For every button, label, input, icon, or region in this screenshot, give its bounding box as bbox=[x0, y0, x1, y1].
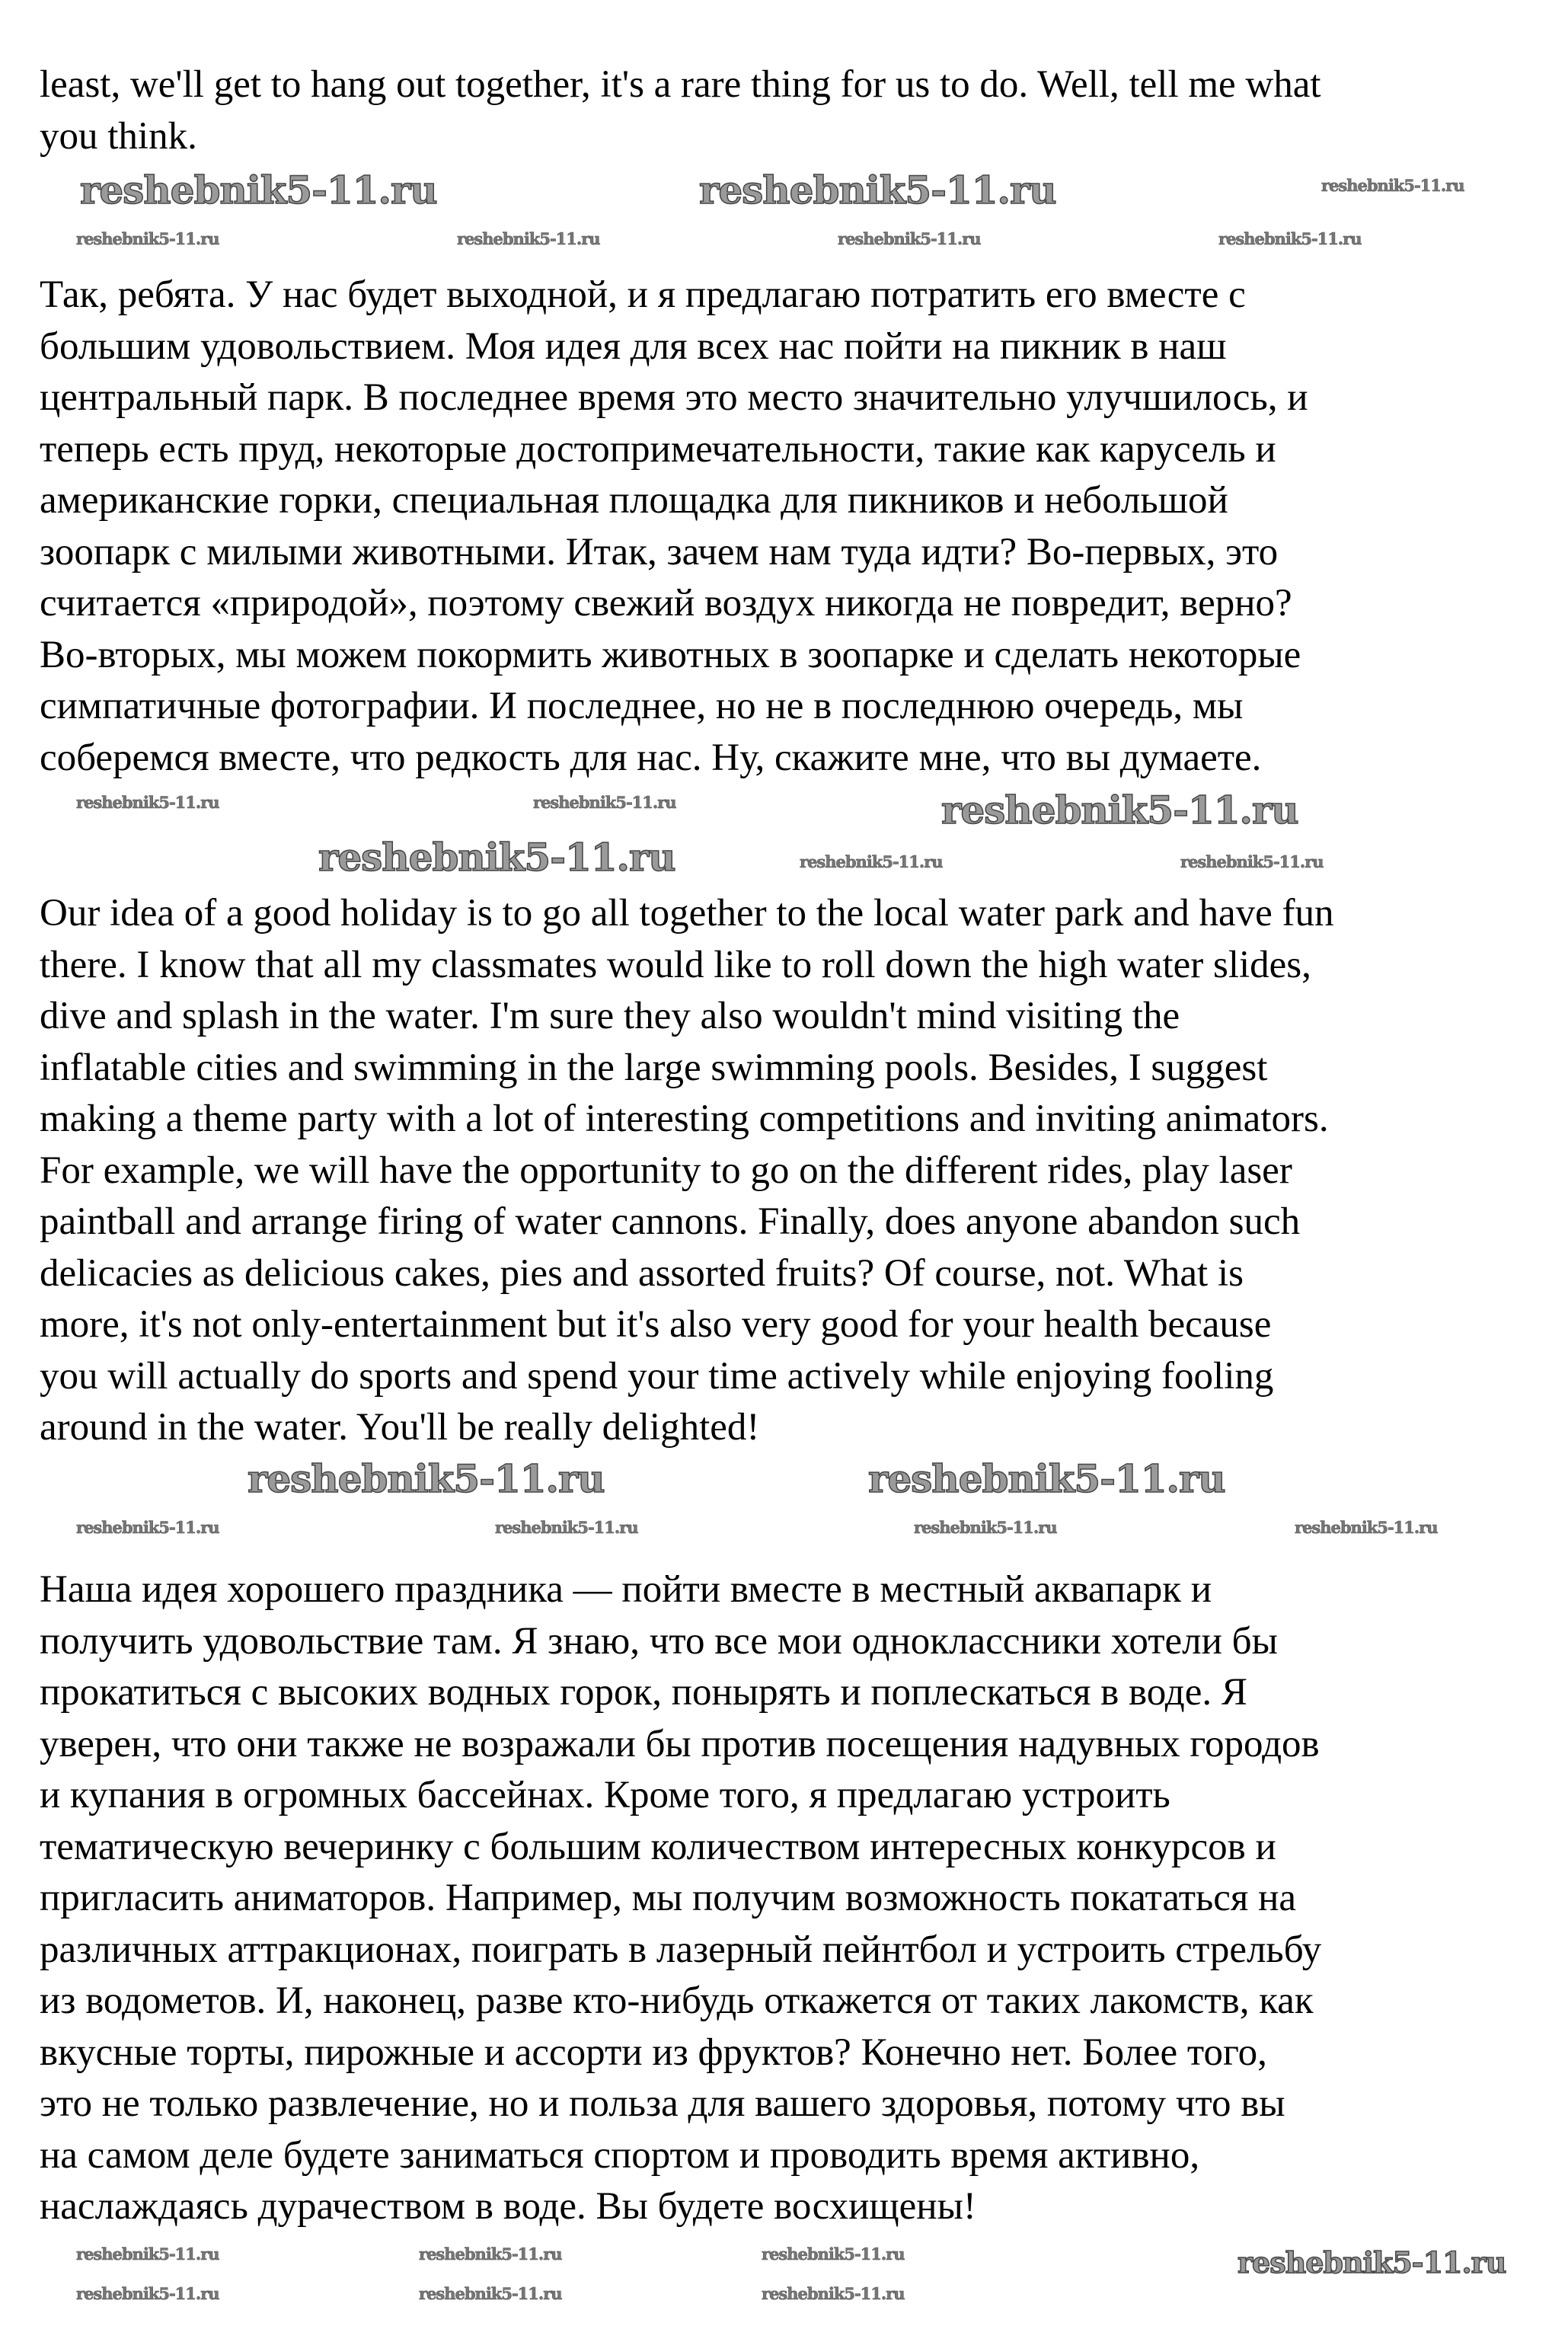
text-line: тематическую вечеринку с большим количеством интересных конкурсов и bbox=[40, 1825, 1276, 1868]
watermark: reshebnik5-11.ru bbox=[1180, 852, 1324, 871]
watermark: reshebnik5-11.ru bbox=[762, 2245, 905, 2264]
text-line: around in the water. You'll be really delighted! bbox=[40, 1406, 760, 1449]
watermark: reshebnik5-11.ru bbox=[80, 168, 437, 212]
text-line: на самом деле будете заниматься спортом и проводить время активно, bbox=[40, 2133, 1200, 2177]
text-line: прокатиться с высоких водных горок, понырять и поплескаться в воде. Я bbox=[40, 1671, 1247, 1714]
text-line: теперь есть пруд, некоторые достопримечательности, такие как карусель и bbox=[40, 427, 1276, 471]
text-line: Так, ребята. У нас будет выходной, и я предлагаю потратить его вместе с bbox=[40, 273, 1246, 316]
text-line: центральный парк. В последнее время это место значительно улучшилось, и bbox=[40, 376, 1308, 419]
watermark: reshebnik5-11.ru bbox=[838, 229, 981, 248]
watermark: reshebnik5-11.ru bbox=[76, 793, 219, 812]
text-line: more, it's not only-entertainment but it's also very good for your health because bbox=[40, 1303, 1272, 1346]
text-line: you think. bbox=[40, 114, 197, 158]
text-line: американские горки, специальная площадка для пикников и небольшой bbox=[40, 479, 1228, 522]
text-line: различных аттракционах, поиграть в лазерный пейнтбол и устроить стрельбу bbox=[40, 1928, 1322, 1971]
text-line: получить удовольствие там. Я знаю, что все мои одноклассники хотели бы bbox=[40, 1619, 1278, 1663]
text-line: there. I know that all my classmates would like to roll down the high water slides, bbox=[40, 943, 1311, 986]
text-line: Во-вторых, мы можем покормить животных в зоопарке и сделать некоторые bbox=[40, 633, 1301, 676]
watermark: reshebnik5-11.ru bbox=[457, 229, 600, 248]
text-line: зоопарк с милыми животными. Итак, зачем нам туда идти? Во-первых, это bbox=[40, 530, 1279, 574]
watermark: reshebnik5-11.ru bbox=[76, 229, 219, 248]
text-line: you will actually do sports and spend your time actively while enjoying fooling bbox=[40, 1354, 1274, 1398]
watermark: reshebnik5-11.ru bbox=[76, 2245, 219, 2264]
text-line: For example, we will have the opportunity to go on the different rides, play laser bbox=[40, 1149, 1292, 1192]
paragraph-english-ending bbox=[40, 59, 1321, 162]
text-line: уверен, что они также не возражали бы против посещения надувных городов bbox=[40, 1722, 1320, 1765]
watermark: reshebnik5-11.ru bbox=[419, 2245, 562, 2264]
watermark: reshebnik5-11.ru bbox=[76, 2284, 219, 2303]
text-line: из водометов. И, наконец, разве кто-нибудь откажется от таких лакомств, как bbox=[40, 1979, 1314, 2022]
text-line: это не только развлечение, но и польза для вашего здоровья, потому что вы bbox=[40, 2082, 1285, 2125]
text-line: вкусные торты, пирожные и ассорти из фруктов? Конечно нет. Более того, bbox=[40, 2030, 1267, 2074]
watermark: reshebnik5-11.ru bbox=[1321, 176, 1464, 195]
watermark: reshebnik5-11.ru bbox=[699, 168, 1056, 212]
text-line: Our idea of a good holiday is to go all together to the local water park and have fun bbox=[40, 892, 1334, 935]
text-line: least, we'll get to hang out together, it's a rare thing for us to do. Well, tell me what bbox=[40, 63, 1321, 106]
watermark: reshebnik5-11.ru bbox=[419, 2284, 562, 2303]
text-line: delicacies as delicious cakes, pies and assorted fruits? Of course, not. What is bbox=[40, 1251, 1244, 1295]
watermark: reshebnik5-11.ru bbox=[868, 1456, 1225, 1501]
watermark: reshebnik5-11.ru bbox=[1218, 229, 1362, 248]
text-line: Наша идея хорошего праздника — пойти вместе в местный аквапарк и bbox=[40, 1568, 1212, 1611]
watermark: reshebnik5-11.ru bbox=[247, 1456, 605, 1501]
watermark: reshebnik5-11.ru bbox=[76, 1518, 219, 1537]
text-line: dive and splash in the water. I'm sure they also wouldn't mind visiting the bbox=[40, 995, 1180, 1037]
text-line: наслаждаясь дурачеством в воде. Вы будете восхищены! bbox=[40, 2185, 976, 2228]
paragraph-english-water-park bbox=[40, 888, 1333, 1454]
watermark: reshebnik5-11.ru bbox=[762, 2284, 905, 2303]
text-line: соберемся вместе, что редкость для нас. Ну, скажите мне, что вы думаете. bbox=[40, 736, 1262, 779]
watermark: reshebnik5-11.ru bbox=[914, 1518, 1057, 1537]
watermark: reshebnik5-11.ru bbox=[495, 1518, 638, 1537]
text-line: и купания в огромных бассейнах. Кроме того, я предлагаю устроить bbox=[40, 1774, 1170, 1816]
text-line: большим удовольствием. Моя идея для всех нас пойти на пикник в наш bbox=[40, 324, 1227, 368]
watermark: reshebnik5-11.ru bbox=[533, 793, 676, 812]
text-line: making a theme party with a lot of interesting competitions and inviting animators. bbox=[40, 1098, 1329, 1140]
text-line: считается «природой», поэтому свежий воздух никогда не повредит, верно? bbox=[40, 582, 1292, 625]
watermark: reshebnik5-11.ru bbox=[800, 852, 943, 871]
watermark: reshebnik5-11.ru bbox=[941, 788, 1298, 832]
text-line: paintball and arrange firing of water cannons. Finally, does anyone abandon such bbox=[40, 1200, 1301, 1243]
text-line: inflatable cities and swimming in the large swimming pools. Besides, I suggest bbox=[40, 1046, 1268, 1089]
text-line: симпатичные фотографии. И последнее, но не в последнюю очередь, мы bbox=[40, 685, 1244, 727]
watermark: reshebnik5-11.ru bbox=[1237, 2245, 1506, 2280]
text-line: пригласить аниматоров. Например, мы получим возможность покататься на bbox=[40, 1877, 1297, 1919]
paragraph-russian-picnic bbox=[40, 270, 1308, 784]
watermark: reshebnik5-11.ru bbox=[318, 835, 675, 880]
watermark: reshebnik5-11.ru bbox=[1295, 1518, 1438, 1537]
paragraph-russian-water-park bbox=[40, 1564, 1321, 2233]
